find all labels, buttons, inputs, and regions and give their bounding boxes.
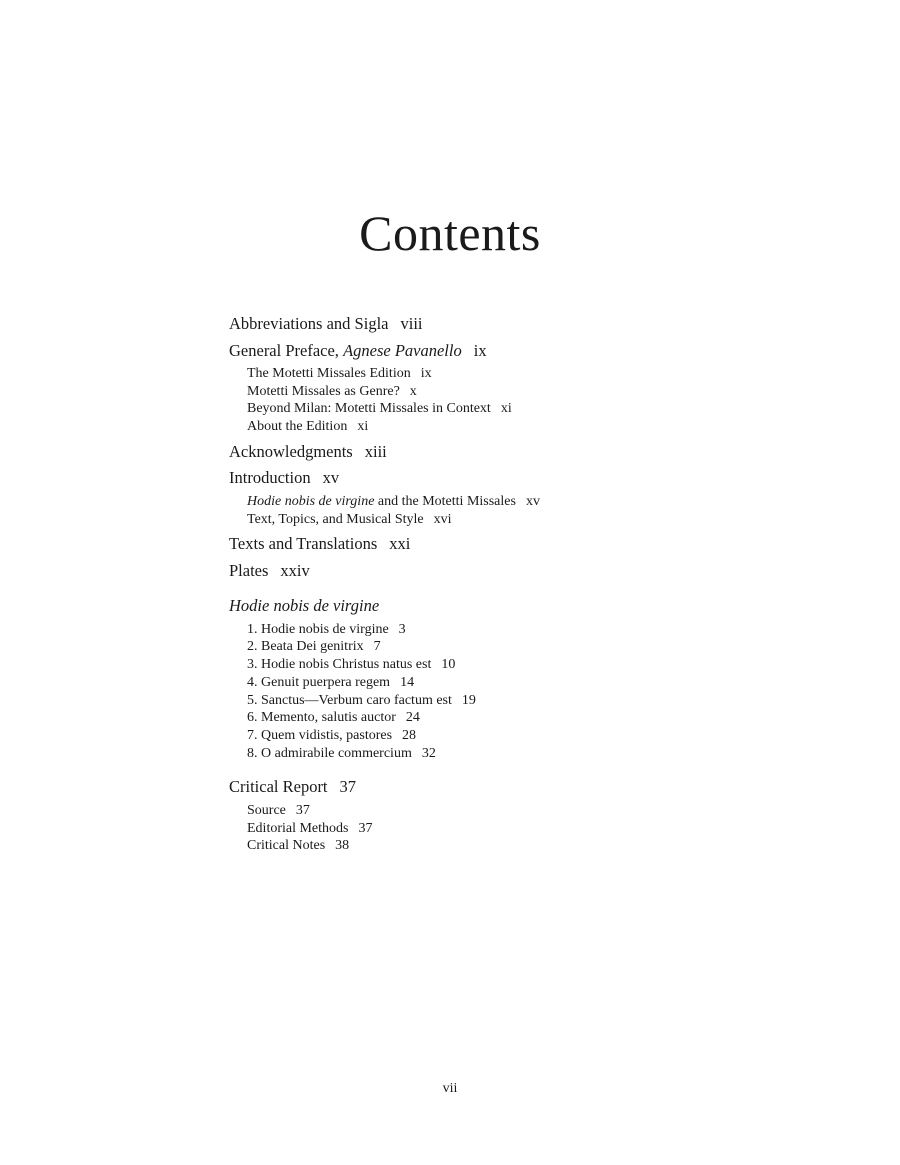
toc-entry-abbreviations xyxy=(229,311,789,338)
toc-subentry-italic-title: Hodie nobis de virgine xyxy=(247,493,375,509)
toc-subentry xyxy=(229,400,789,418)
toc-section-cycle-title: Hodie nobis de virgine xyxy=(229,596,380,616)
toc-subentry xyxy=(229,692,789,710)
toc-subentry-label: Text, Topics, and Musical Style xyxy=(247,511,424,527)
toc-subentry xyxy=(229,674,789,692)
toc-subentry-label: Source xyxy=(247,802,286,818)
toc-subentry-page: 32 xyxy=(421,745,436,761)
toc-entry-page: 37 xyxy=(339,777,357,797)
toc-subentry-page: 10 xyxy=(441,657,456,673)
toc-subentry-label: Motetti Missales as Genre? xyxy=(247,383,400,399)
toc-entry-label: Introduction xyxy=(229,468,311,488)
toc-subentry xyxy=(229,820,789,838)
toc-subentry xyxy=(229,383,789,401)
toc-entry-label: Abbreviations and Sigla xyxy=(229,314,389,333)
toc-entry-author: Agnese Pavanello xyxy=(343,340,462,360)
toc-subentry-page: 3 xyxy=(398,621,406,637)
toc-entry-page: viii xyxy=(400,314,423,333)
toc-entry-page: xv xyxy=(322,468,340,488)
toc-subentry-page: 28 xyxy=(402,727,417,743)
toc-entry-page: ix xyxy=(473,340,487,360)
toc-subentry xyxy=(229,727,789,745)
toc-subentry-label: 5. Sanctus—Verbum caro factum est xyxy=(247,692,452,708)
toc-subentry-label: 2. Beata Dei genitrix xyxy=(247,639,364,655)
toc-subentry-page: 37 xyxy=(295,802,310,818)
toc-subentry xyxy=(229,493,789,511)
toc-subentry xyxy=(229,837,789,855)
toc-subentry-page: 7 xyxy=(373,639,381,655)
toc-subentry-label: Beyond Milan: Motetti Missales in Context xyxy=(247,401,491,417)
toc-subentry-page: xi xyxy=(357,419,369,435)
toc-entry-plates xyxy=(229,558,789,585)
toc-subentry-page: 19 xyxy=(461,692,476,708)
toc-entry-texts-translations xyxy=(229,531,789,558)
toc-subentries-introduction xyxy=(229,493,789,528)
toc-subentry-label: 7. Quem vidistis, pastores xyxy=(247,727,393,743)
toc-entry-critical-report xyxy=(229,774,789,801)
toc-subentry xyxy=(229,511,789,529)
toc-subentry-page: ix xyxy=(420,366,432,381)
toc-entry-label: General Preface, xyxy=(229,340,344,360)
toc-subentry xyxy=(229,656,789,674)
table-of-contents xyxy=(229,311,789,858)
toc-subentry-label: Editorial Methods xyxy=(247,820,349,836)
toc-subentry xyxy=(229,802,789,820)
toc-subentry-label: 4. Genuit puerpera regem xyxy=(247,674,391,690)
toc-entry-label: Acknowledgments xyxy=(229,441,353,461)
toc-subentry-page: 24 xyxy=(405,710,420,726)
toc-subentry-label: and the Motetti Missales xyxy=(374,493,516,509)
page-number: vii xyxy=(442,1081,458,1096)
toc-subentry-label: 3. Hodie nobis Christus natus est xyxy=(247,657,432,673)
toc-subentry-label: 8. O admirabile commercium xyxy=(247,745,412,761)
toc-entry-page: xiii xyxy=(364,441,387,461)
toc-subentry xyxy=(229,621,789,639)
toc-subentry-page: 38 xyxy=(335,838,350,854)
toc-subentry-page: 14 xyxy=(400,674,415,690)
toc-entry-label: Critical Report xyxy=(229,777,328,797)
toc-subentry-label: 6. Memento, salutis auctor xyxy=(247,710,396,726)
toc-subentry-page: xv xyxy=(525,493,540,509)
toc-subentry-page: x xyxy=(409,383,417,399)
toc-entry-general-preface xyxy=(229,338,789,365)
toc-entry-page: xxiv xyxy=(280,560,310,580)
toc-subentry xyxy=(229,638,789,656)
toc-subentry-label: Critical Notes xyxy=(247,838,326,854)
toc-subentry-label: The Motetti Missales Edition xyxy=(247,366,411,381)
page-title: Contents xyxy=(359,205,541,261)
toc-entry-page: xxi xyxy=(389,534,411,554)
toc-subentries-critical-report xyxy=(229,802,789,855)
toc-subentries-general-preface xyxy=(229,365,789,436)
toc-subentry-label: 1. Hodie nobis de virgine xyxy=(247,621,389,637)
toc-subentry-page: xvi xyxy=(433,511,452,527)
toc-subentry-page: xi xyxy=(500,401,512,417)
toc-entry-introduction xyxy=(229,465,789,492)
toc-subentry xyxy=(229,745,789,763)
toc-entry-label: Texts and Translations xyxy=(229,534,378,554)
toc-subentry xyxy=(229,709,789,727)
toc-subentry-label: About the Edition xyxy=(247,419,348,435)
toc-subentry xyxy=(229,418,789,436)
toc-subentry xyxy=(229,365,789,383)
toc-entry-label: Plates xyxy=(229,560,269,580)
toc-entry-acknowledgments xyxy=(229,439,789,466)
toc-subentries-cycle xyxy=(229,621,789,763)
toc-subentry-page: 37 xyxy=(358,820,373,836)
